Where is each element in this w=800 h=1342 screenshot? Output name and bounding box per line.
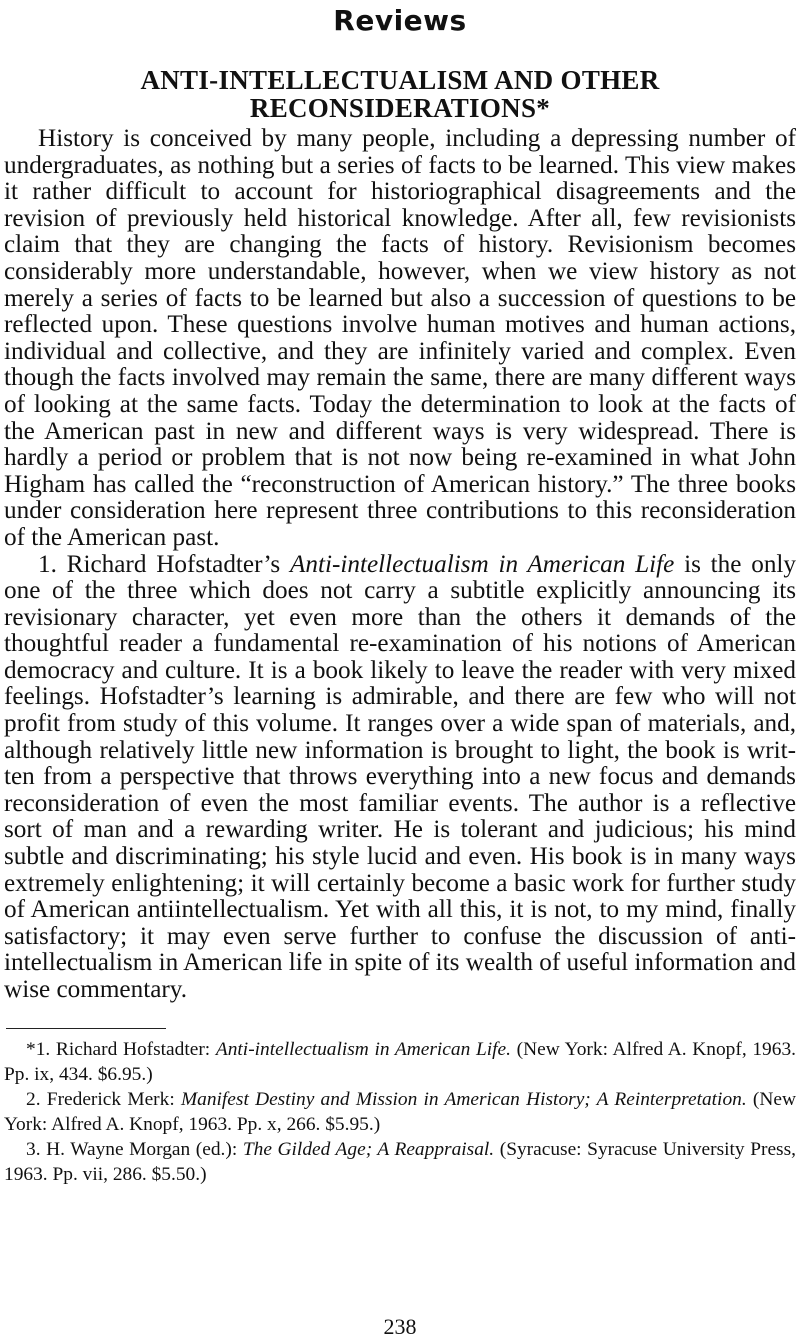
section-heading: Reviews bbox=[333, 4, 467, 37]
footnote-3 bbox=[4, 1137, 796, 1187]
footnote-2-publication: (New York: Alfred A. Knopf, 1963. Pp. x, 266. $5.95.) bbox=[4, 1088, 796, 1135]
article-title bbox=[4, 66, 796, 122]
paragraph-1: History is conceived by many people, including a depressing number of undergraduates, as nothing but a series of facts to be learned. This view makes it rather difficult to account for historiographical disagreements and the revision of previously held historical knowledge. After all, few revisionists claim that they are changing the facts of history. Revisionism becomes considerably more understandable, however, when we view history as not merely a series of facts to be learned but also a succession of questions to be reflected upon. These questions involve human motives and human actions, individual and collective, and they are infinitely varied and complex. Even though the facts involved may remain the same, there are many different ways of looking at the same facts. Today the determination to look at the facts of the American past in new and different ways is very widespread. There is hardly a period or problem that is not now being re-examined in what John Higham has called the “reconstruction of American history.” The three books under consideration here represent three contributions to this reconsideration of the American past. bbox=[4, 125, 796, 551]
footnote-2-title: Manifest Destiny and Mission in American History; A Reinterpretation. bbox=[180, 1088, 747, 1110]
footnote-3-author: 3. H. Wayne Morgan (ed.): bbox=[26, 1138, 243, 1160]
footnote-2-author: 2. Frederick Merk: bbox=[26, 1088, 181, 1110]
paragraph-2-book-title: Anti-intellectualism in American Life bbox=[290, 550, 675, 578]
paragraph-2-rest: is the only one of the three which does not carry a subtitle explicitly announcing its revisionary character, yet even more than the others it demands of the thoughtful reader a fundamental re-examination of his notions of American democracy and culture. It is a book likely to leave the reader with very mixed feelings. Hofstadter’s learning is admirable, and there are few who will not profit from study of this volume. It ranges over a wide span of materials, and, although relatively little new information is brought to light, the book is written from a perspective that throws everything into a new focus and demands reconsideration of even the most familiar events. The author is a reflective sort of man and a rewarding writer. He is tolerant and judicious; his mind subtle and discriminating; his style lucid and even. His book is in many ways extremely enlightening; it will certainly become a basic work for further study of American antiintellectualism. Yet with all this, it is not, to my mind, finally satisfactory; it may even serve further to confuse the discussion of antiintellectualism in American life in spite of its wealth of useful information and wise commentary. bbox=[4, 550, 797, 1003]
footnote-1-title: Anti-intellectualism in American Life. bbox=[215, 1038, 511, 1060]
paragraph-2-lead: 1. Richard Hofstadter’s bbox=[38, 550, 291, 578]
footnote-1 bbox=[4, 1037, 796, 1087]
footnote-2 bbox=[4, 1087, 796, 1137]
page-number: 238 bbox=[383, 1314, 417, 1339]
footnote-divider bbox=[6, 1028, 166, 1029]
footnote-3-title: The Gilded Age; A Reappraisal. bbox=[242, 1138, 495, 1160]
article-title-line-2: RECONSIDERATIONS* bbox=[249, 93, 551, 123]
footnote-1-author: *1. Richard Hofstadter: bbox=[26, 1038, 216, 1060]
footnote-1-publication: (New York: Alfred A. Knopf, 1963. Pp. ix, 434. $6.95.) bbox=[4, 1038, 796, 1085]
footnotes bbox=[4, 1037, 796, 1187]
footnote-3-publication: (Syracuse: Syracuse University Press, 1963. Pp. vii, 286. $5.50.) bbox=[4, 1138, 796, 1185]
paragraph-2 bbox=[4, 552, 796, 1004]
article-title-line-1: ANTI-INTELLECTUALISM AND OTHER bbox=[140, 65, 660, 95]
article-body bbox=[4, 126, 796, 1004]
